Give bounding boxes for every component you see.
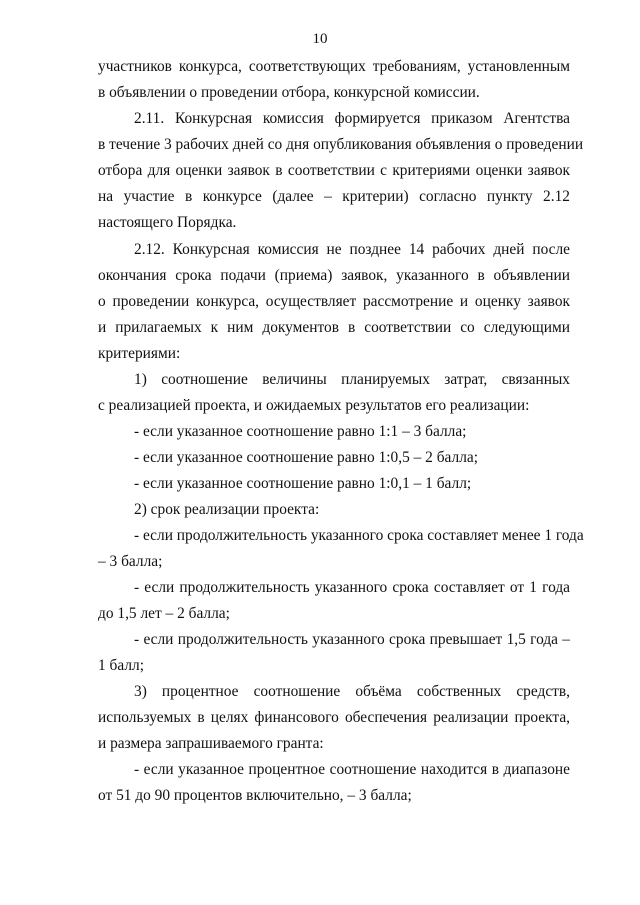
text-line: – 3 балла; bbox=[98, 553, 163, 570]
text-line: окончания срока подачи (приема) заявок, указанного в объявлении bbox=[98, 267, 570, 284]
text-line: и размера запрашиваемого гранта: bbox=[98, 735, 324, 752]
text-line: 2.11. Конкурсная комиссия формируется приказом Агентства bbox=[134, 110, 570, 127]
text-line: 2) срок реализации проекта: bbox=[134, 501, 320, 518]
text-line: - если продолжительность указанного срока составляет от 1 года bbox=[134, 579, 570, 596]
page-number: 10 bbox=[312, 31, 328, 47]
text-line: в объявлении о проведении отбора, конкурсной комиссии. bbox=[98, 84, 480, 101]
text-line: в течение 3 рабочих дней со дня опубликования объявления о проведении bbox=[98, 136, 584, 153]
text-line: критериями: bbox=[98, 345, 181, 362]
text-line: - если указанное соотношение равно 1:0,1 – 1 балл; bbox=[134, 475, 472, 492]
text-line: 1 балл; bbox=[98, 657, 144, 674]
text-line: используемых в целях финансового обеспечения реализации проекта, bbox=[98, 709, 570, 726]
text-line: от 51 до 90 процентов включительно, – 3 балла; bbox=[98, 787, 412, 804]
text-line: - если указанное соотношение равно 1:0,5 – 2 балла; bbox=[134, 449, 478, 466]
text-line: участников конкурса, соответствующих требованиям, установленным bbox=[98, 58, 570, 75]
text-line: - если указанное процентное соотношение находится в диапазоне bbox=[134, 761, 570, 778]
text-line: настоящего Порядка. bbox=[98, 214, 237, 231]
text-line: отбора для оценки заявок в соответствии с критериями оценки заявок bbox=[98, 162, 570, 179]
text-line: с реализацией проекта, и ожидаемых результатов его реализации: bbox=[98, 397, 530, 414]
text-line: и прилагаемых к ним документов в соответствии со следующими bbox=[98, 319, 570, 336]
text-line: - если продолжительность указанного срока составляет менее 1 года bbox=[134, 527, 584, 544]
text-line: - если продолжительность указанного срока превышает 1,5 года – bbox=[134, 631, 570, 648]
text-line: 1) соотношение величины планируемых затрат, связанных bbox=[134, 371, 570, 388]
text-line: - если указанное соотношение равно 1:1 – 3 балла; bbox=[134, 423, 467, 440]
text-line: на участие в конкурсе (далее – критерии) согласно пункту 2.12 bbox=[98, 188, 570, 205]
text-line: о проведении конкурса, осуществляет рассмотрение и оценку заявок bbox=[98, 293, 570, 310]
text-line: 3) процентное соотношение объёма собственных средств, bbox=[134, 683, 570, 700]
text-line: 2.12. Конкурсная комиссия не позднее 14 рабочих дней после bbox=[134, 241, 570, 258]
text-line: до 1,5 лет – 2 балла; bbox=[98, 605, 230, 622]
